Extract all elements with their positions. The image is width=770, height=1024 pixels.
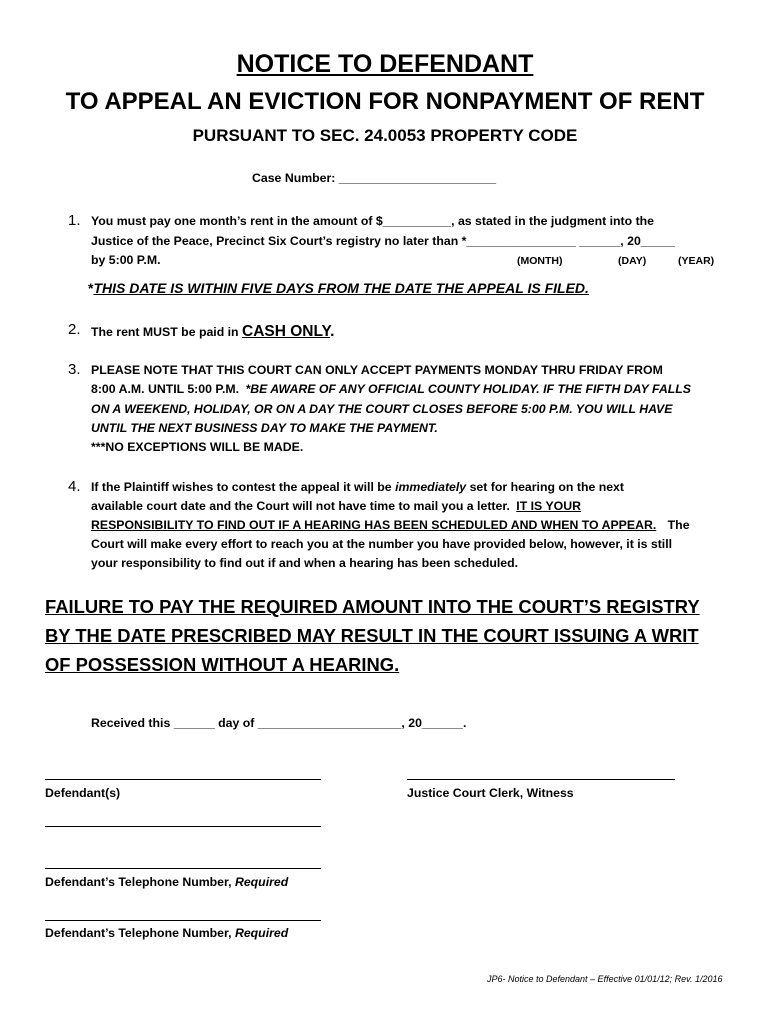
second-defendant-signature-line[interactable] bbox=[45, 826, 321, 827]
month-label: (MONTH) bbox=[517, 255, 563, 267]
title-notice: NOTICE TO DEFENDANT bbox=[236, 50, 534, 78]
item-3-holiday: *BE AWARE OF ANY OFFICIAL COUNTY HOLIDAY. IF THE FIFTH DAY FALLS bbox=[245, 382, 691, 396]
item-1-line-2[interactable]: Justice of the Peace, Precinct Six Court’s registry no later than *________________ ______, 20_____ bbox=[91, 234, 675, 248]
warning-line-3: OF POSSESSION WITHOUT A HEARING. bbox=[45, 654, 400, 675]
footer-revision: JP6- Notice to Defendant – Effective 01/01/12; Rev. 1/2016 bbox=[487, 974, 723, 984]
title-statute: PURSUANT TO SEC. 24.0053 PROPERTY CODE bbox=[192, 126, 578, 145]
item-1-line-3: by 5:00 P.M. bbox=[91, 253, 161, 267]
phone-required-2: Required bbox=[234, 926, 289, 940]
title-appeal: TO APPEAL AN EVICTION FOR NONPAYMENT OF RENT bbox=[65, 88, 705, 115]
item-1-note bbox=[88, 280, 589, 296]
item-2-text-main: The rent MUST be paid in bbox=[91, 325, 239, 339]
year-label: (YEAR) bbox=[678, 255, 715, 267]
item-4-line-3-b: The bbox=[667, 518, 690, 532]
defendant-signature-line[interactable] bbox=[45, 779, 321, 780]
phone-label-2-text: Defendant’s Telephone Number, bbox=[45, 926, 232, 940]
item-3-line-3: ON A WEEKEND, HOLIDAY, OR ON A DAY THE COURT CLOSES BEFORE 5:00 P.M. YOU WILL HAVE bbox=[91, 402, 673, 416]
item-2-text bbox=[91, 323, 334, 341]
item-3-hours: 8:00 A.M. UNTIL 5:00 P.M. bbox=[91, 382, 240, 396]
day-label: (DAY) bbox=[618, 255, 647, 267]
phone-label-1 bbox=[45, 875, 288, 889]
item-4-line-1-c: set for hearing on the next bbox=[469, 480, 624, 494]
phone-label-2 bbox=[45, 926, 288, 940]
item-4-number: 4. bbox=[68, 478, 81, 495]
item-4-line-4: Court will make every effort to reach you at the number you have provided below, however, it is still bbox=[91, 537, 673, 551]
phone-line-2[interactable] bbox=[45, 920, 321, 921]
responsibility-text: RESPONSIBILITY TO FIND OUT IF A HEARING HAS BEEN SCHEDULED AND WHEN TO APPEAR. bbox=[91, 518, 657, 532]
it-is-your-text: IT IS YOUR bbox=[516, 499, 581, 513]
immediately-text: immediately bbox=[395, 480, 467, 494]
item-1-line-1[interactable]: You must pay one month’s rent in the amount of $__________, as stated in the judgment into the bbox=[91, 214, 655, 228]
item-4-line-1-a: If the Plaintiff wishes to contest the appeal it will be bbox=[91, 480, 392, 494]
received-line[interactable]: Received this ______ day of _____________________, 20______. bbox=[91, 716, 467, 730]
clerk-signature-line[interactable] bbox=[407, 779, 675, 780]
item-4-line-3 bbox=[91, 518, 690, 532]
item-2-number: 2. bbox=[68, 321, 81, 338]
item-3-number: 3. bbox=[68, 361, 81, 378]
note-text: THIS DATE IS WITHIN FIVE DAYS FROM THE DATE THE APPEAL IS FILED. bbox=[93, 280, 589, 296]
warning-line-1: FAILURE TO PAY THE REQUIRED AMOUNT INTO THE COURT’S REGISTRY bbox=[45, 596, 700, 617]
case-number[interactable] bbox=[252, 171, 496, 185]
item-4-line-5: your responsibility to find out if and when a hearing has been scheduled. bbox=[91, 556, 519, 570]
defendant-label: Defendant(s) bbox=[45, 786, 121, 800]
item-3-line-1: PLEASE NOTE THAT THIS COURT CAN ONLY ACCEPT PAYMENTS MONDAY THRU FRIDAY FROM bbox=[91, 363, 663, 377]
item-4-line-2-a: available court date and the Court will not have time to mail you a letter. bbox=[91, 499, 510, 513]
clerk-label: Justice Court Clerk, Witness bbox=[407, 786, 574, 800]
item-1-number: 1. bbox=[68, 212, 81, 229]
case-number-field[interactable]: _______________________ bbox=[338, 171, 497, 185]
item-4-line-2 bbox=[91, 499, 581, 513]
cash-only: CASH ONLY bbox=[242, 323, 331, 340]
case-number-label: Case Number: bbox=[252, 171, 336, 185]
phone-line-1[interactable] bbox=[45, 868, 321, 869]
phone-required-1: Required bbox=[234, 875, 289, 889]
item-3-line-5: ***NO EXCEPTIONS WILL BE MADE. bbox=[91, 440, 304, 454]
item-4-line-1 bbox=[91, 480, 624, 494]
phone-label-1-text: Defendant’s Telephone Number, bbox=[45, 875, 232, 889]
warning-line-2: BY THE DATE PRESCRIBED MAY RESULT IN THE COURT ISSUING A WRIT bbox=[45, 625, 699, 646]
item-3-line-4: UNTIL THE NEXT BUSINESS DAY TO MAKE THE PAYMENT. bbox=[91, 421, 438, 435]
item-3-line-2 bbox=[91, 382, 691, 396]
item-2-period: . bbox=[330, 323, 335, 340]
note-asterisk: * bbox=[88, 280, 94, 296]
